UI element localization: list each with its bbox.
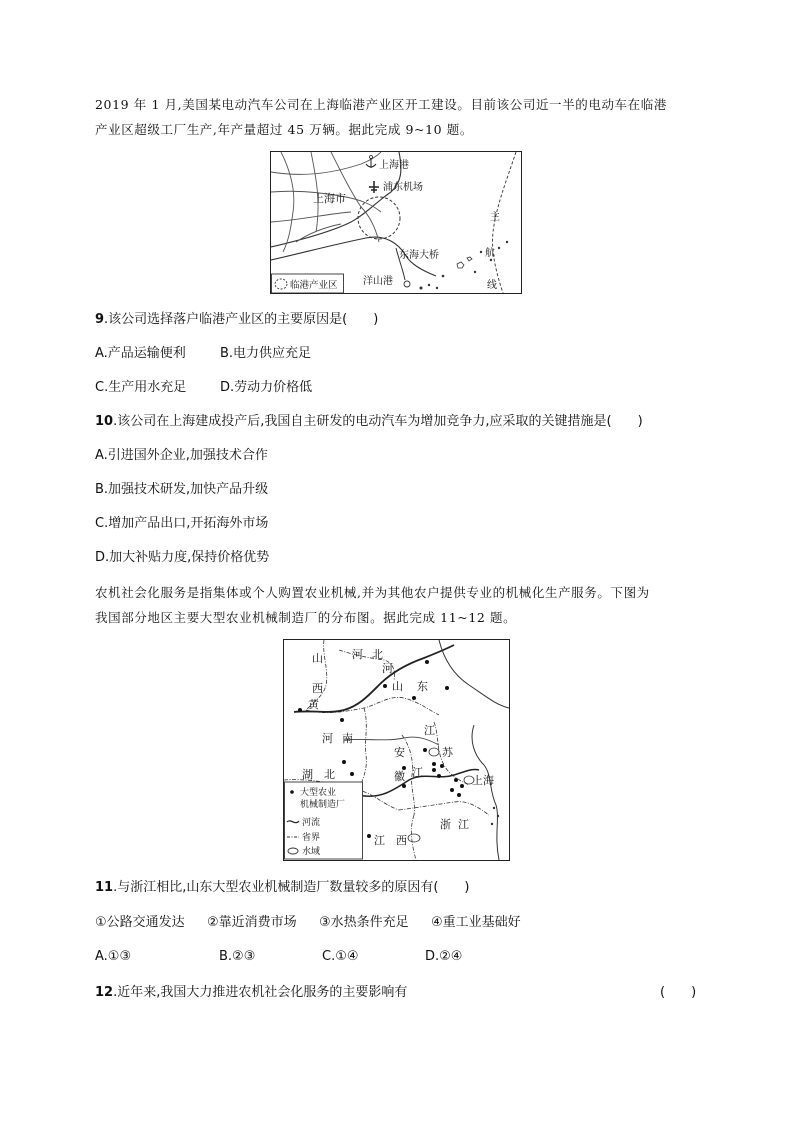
q11-choice-1: ①公路交通发达 [95,915,185,930]
q11-option-b[interactable]: B.②③ [219,949,256,964]
pudong-airport-label: 浦东机场 [383,182,423,193]
question-12-number: 12 [95,985,114,1000]
legend-factory-label-2: 机械制造厂 [300,800,346,810]
question-9-stem: .该公司选择落户临港产业区的主要原因是( ) [104,312,379,327]
donghai-bridge-label: 东海大桥 [399,250,439,261]
legend-factory-dot-icon [290,790,294,794]
q9-option-c[interactable]: C.生产用水充足 [95,380,187,395]
road-5 [271,212,351,222]
jiangxi-label: 江 西 [374,834,407,847]
shanxi-label-2: 西 [312,682,323,695]
shanghai-city-label: 上海市 [313,192,346,205]
factory-distribution-map [283,639,510,861]
question-11-number: 11 [95,880,114,895]
factory-dot [383,684,387,688]
factory-dot [440,764,444,768]
factory-dot [298,708,302,712]
shanghai-label: 上海 [472,774,494,787]
factory-dot [437,774,441,778]
question-10-stem: .该公司在上海建成投产后,我国自主研发的电动汽车为增加竞争力,应采取的关键措施是( ) [113,414,643,429]
shandong-coast [439,640,509,708]
island-dot [474,271,476,273]
airplane-icon [369,181,379,193]
lake-icon [408,834,420,842]
question-12 [95,983,407,1003]
factory-dot [457,793,461,797]
q11-option-d[interactable]: D.②④ [425,949,463,964]
main-route-label-1: 主 [490,212,500,223]
hubei-label: 湖 北 [302,768,335,781]
jiangsu-label-1: 江 [424,724,435,737]
question-9 [95,310,378,330]
legend-river-label: 河流 [302,818,321,828]
legend-factory-label-1: 大型农业 [300,788,337,798]
factory-dot [342,760,346,764]
factory-dot [425,660,429,664]
zhejiang-label-2: 江 [458,818,469,831]
province-border-line [399,802,489,815]
lingang-zone-circle [358,197,400,239]
intro-1-line-2: 产业区超级工厂生产,年产量超过 45 万辆。据此完成 9~10 题。 [95,122,474,137]
factory-dot [350,772,354,776]
he-river-label: 河 [382,662,393,675]
island-shape [467,257,472,261]
intro-paragraph-1 [95,92,700,142]
intro-2-line-2: 我国部分地区主要大型农业机械制造厂的分布图。据此完成 11~12 题。 [95,610,517,625]
anhui-label-1: 安 [394,746,405,759]
huai-river [344,737,439,745]
island-dot [493,807,495,809]
factory-dot [445,686,449,690]
henan-label-2: 南 [342,732,353,745]
island-dot [497,815,499,817]
factory-dot [450,788,454,792]
zhejiang-label-1: 浙 [440,818,451,831]
huang-label: 黄 [308,698,319,711]
anhui-label-2: 徽 [394,770,405,783]
island-shape [457,262,464,268]
question-12-stem: .近年来,我国大力推进农机社会化服务的主要影响有 [113,985,408,1000]
intro-paragraph-2 [95,580,700,630]
island-dot [480,251,482,253]
q10-option-c[interactable]: C.增加产品出口,开拓海外市场 [95,516,269,531]
q10-option-d[interactable]: D.加大补贴力度,保持价格优势 [95,550,270,565]
hebei-label-2: 北 [372,648,383,661]
q9-option-b[interactable]: B.电力供应充足 [220,346,312,361]
island-dot [490,259,492,261]
q11-choice-3: ③水热条件充足 [319,915,409,930]
hebei-label-1: 河 [352,648,363,661]
lake-icon [429,748,439,756]
factory-dot [432,762,436,766]
shandong-label-2: 东 [417,680,428,693]
legend-lingang-label: 临港产业区 [290,280,338,291]
q10-option-b[interactable]: B.加强技术研发,加快产品升级 [95,482,269,497]
question-12-answer-bracket[interactable]: ( ) [660,985,697,1000]
jiangsu-label-2: 苏 [442,746,453,759]
road-1 [281,152,294,252]
east-coast [472,725,499,860]
island-dot [491,823,493,825]
question-10-number: 10 [95,414,114,429]
lingang-map-svg [271,152,521,293]
island-dot [498,247,500,249]
q10-option-a[interactable]: A.引进国外企业,加强技术合作 [95,448,268,463]
intro-2-line-1: 农机社会化服务是指集体或个人购置农业机械,并为其他农户提供专业的机械化生产服务。下图为 [95,585,650,600]
factory-map-svg [284,640,509,860]
island-dot [442,275,445,278]
q9-option-a[interactable]: A.产品运输便利 [95,346,186,361]
island-dot [428,284,430,286]
shandong-label-1: 山 [392,680,403,693]
main-route-label-3: 线 [487,280,497,291]
q11-choice-4: ④重工业基础好 [431,915,521,930]
island-dot [420,287,423,290]
legend-border-label: 省界 [302,833,321,843]
yangshan-port-icon [404,281,410,287]
q11-option-c[interactable]: C.①④ [322,949,359,964]
shanghai-port-label: 上海港 [379,160,409,171]
question-11-stem: .与浙江相比,山东大型农业机械制造厂数量较多的原因有( ) [113,880,470,895]
factory-dot [367,834,371,838]
province-border-line [359,708,366,790]
yangshan-port-label: 洋山港 [363,276,393,287]
factory-dot [423,748,427,752]
intro-1-line-1: 2019 年 1 月,美国某电动汽车公司在上海临港产业区开工建设。目前该公司近一半的电动车在临港 [95,97,667,112]
factory-dot [454,778,458,782]
q9-option-d[interactable]: D.劳动力价格低 [220,380,313,395]
question-10 [95,412,643,432]
factory-dot [412,696,416,700]
lingang-map [270,151,522,294]
road-6 [271,152,381,174]
factory-dot [340,718,344,722]
factory-dot [402,784,406,788]
factory-dot [460,784,464,788]
question-11 [95,878,470,898]
province-border-line [411,815,416,860]
island-dot [436,287,438,289]
q11-choice-2: ②靠近消费市场 [207,915,297,930]
island-dot [506,241,508,243]
legend-water-label: 水域 [302,847,321,857]
jiang-label: 江 [412,766,423,779]
factory-dot [432,768,436,772]
henan-label-1: 河 [322,732,333,745]
q11-option-a[interactable]: A.①③ [95,949,132,964]
main-route-label-2: 航 [485,248,495,259]
question-9-number: 9 [95,312,105,327]
shanxi-label-1: 山 [312,652,323,665]
